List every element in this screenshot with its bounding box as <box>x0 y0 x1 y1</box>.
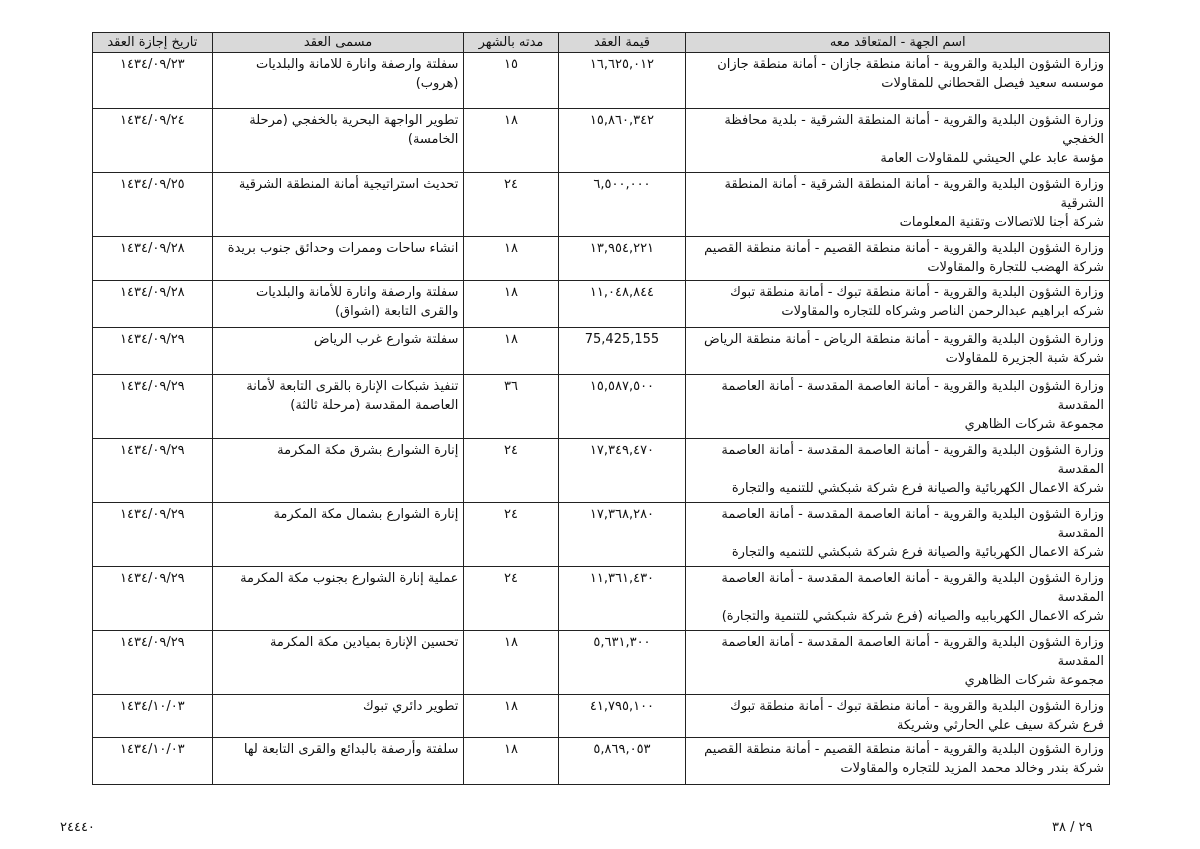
party-line: فرع شركة سيف علي الحارثي وشريكة <box>897 718 1104 733</box>
header-name: مسمى العقد <box>212 33 464 53</box>
cell-name <box>212 328 464 375</box>
table-row <box>93 567 1110 631</box>
cell-name <box>212 173 464 237</box>
cell-value-text: ١٦,٦٢٥,٠١٢ <box>589 57 655 72</box>
cell-duration-text: ١٨ <box>503 332 518 347</box>
cell-date <box>93 237 213 281</box>
party-line: شركة شبة الجزيرة للمقاولات <box>945 351 1104 366</box>
cell-date <box>93 503 213 567</box>
header-duration: مدته بالشهر <box>464 33 558 53</box>
cell-duration-text: ٢٤ <box>503 571 518 586</box>
cell-date-text: ١٤٣٤/٠٩/٢٩ <box>120 443 185 458</box>
party-line: وزارة الشؤون البلدية والقروية - أمانة العاصمة المقدسة - أمانة العاصمة <box>721 571 1104 586</box>
document-number: ٢٤٤٤٠ <box>60 820 95 835</box>
cell-duration <box>464 109 558 173</box>
cell-name <box>212 237 464 281</box>
cell-value <box>558 328 686 375</box>
cell-name-text: تحسين الإنارة بميادين مكة المكرمة <box>269 635 459 650</box>
party-line: شركة الهضب للتجارة والمقاولات <box>927 260 1104 275</box>
cell-date <box>93 328 213 375</box>
cell-duration-text: ٢٤ <box>503 443 518 458</box>
table-header-row <box>93 33 1110 53</box>
cell-name-text: سلفتة وأرصفة بالبدائع والقرى التابعة لها <box>243 742 459 757</box>
cell-duration <box>464 53 558 109</box>
cell-duration <box>464 439 558 503</box>
table-row <box>93 631 1110 695</box>
cell-date <box>93 109 213 173</box>
cell-value <box>558 375 686 439</box>
table-row <box>93 237 1110 281</box>
cell-name <box>212 631 464 695</box>
cell-party <box>686 109 1110 173</box>
cell-value <box>558 503 686 567</box>
cell-party <box>686 503 1110 567</box>
table-row <box>93 53 1110 109</box>
cell-date-text: ١٤٣٤/٠٩/٢٩ <box>120 635 185 650</box>
cell-duration <box>464 375 558 439</box>
cell-value-text: ١٥,٥٨٧,٥٠٠ <box>589 379 655 394</box>
cell-name <box>212 375 464 439</box>
party-line: المقدسة <box>1057 526 1104 541</box>
cell-name <box>212 109 464 173</box>
party-line: الخفجي <box>1062 132 1104 147</box>
cell-value <box>558 738 686 785</box>
table-row <box>93 281 1110 328</box>
cell-date-text: ١٤٣٤/٠٩/٢٨ <box>120 285 185 300</box>
cell-date-text: ١٤٣٤/١٠/٠٣ <box>120 699 185 714</box>
cell-name-text: تطوير الواجهة البحرية بالخفجي (مرحلة الخامسة) <box>249 113 459 147</box>
party-line: وزارة الشؤون البلدية والقروية - أمانة منطقة جازان - أمانة منطقة جازان <box>717 57 1104 72</box>
cell-duration-text: ١٨ <box>503 742 518 757</box>
cell-date <box>93 695 213 738</box>
party-line: الشرقية <box>1060 196 1104 211</box>
cell-date <box>93 439 213 503</box>
party-line: المقدسة <box>1057 654 1104 669</box>
cell-value-text: ٤١,٧٩٥,١٠٠ <box>589 699 655 714</box>
table-row <box>93 375 1110 439</box>
cell-date-text: ١٤٣٤/٠٩/٢٥ <box>120 177 185 192</box>
cell-duration <box>464 738 558 785</box>
cell-date-text: ١٤٣٤/٠٩/٢٩ <box>120 379 185 394</box>
party-line: مجموعة شركات الظاهري <box>964 673 1104 688</box>
cell-value-text: ١١,٣٦١,٤٣٠ <box>589 571 655 586</box>
cell-name <box>212 738 464 785</box>
cell-duration-text: ٢٤ <box>503 507 518 522</box>
cell-date <box>93 567 213 631</box>
party-line: وزارة الشؤون البلدية والقروية - أمانة منطقة تبوك - أمانة منطقة تبوك <box>730 699 1104 714</box>
cell-duration-text: ٣٦ <box>503 379 518 394</box>
party-line: مؤسة عابد علي الحيشي للمقاولات العامة <box>880 151 1104 166</box>
cell-party <box>686 738 1110 785</box>
party-line: وزارة الشؤون البلدية والقروية - أمانة العاصمة المقدسة - أمانة العاصمة <box>721 379 1104 394</box>
cell-name-text: تطوير دائري تبوك <box>363 699 459 714</box>
party-line: شركه الاعمال الكهربابيه والصيانه (فرع شركة شبكشي للتنمية والتجارة) <box>721 609 1104 624</box>
cell-value <box>558 109 686 173</box>
party-line: وزارة الشؤون البلدية والقروية - أمانة المنطقة الشرقية - بلدية محافظة <box>724 113 1104 128</box>
cell-value <box>558 281 686 328</box>
cell-date <box>93 738 213 785</box>
cell-duration <box>464 631 558 695</box>
party-line: وزارة الشؤون البلدية والقروية - أمانة منطقة الرياض - أمانة منطقة الرياض <box>703 332 1104 347</box>
cell-name <box>212 281 464 328</box>
cell-name-text: إنارة الشوارع بشمال مكة المكرمة <box>273 507 459 522</box>
cell-name-text: سفلتة وارصفة وانارة للأمانة والبلديات والقرى التابعة (اشواق) <box>255 285 459 319</box>
cell-value-text: ١٧,٣٤٩,٤٧٠ <box>589 443 655 458</box>
cell-value-text: 75,425,155 <box>584 332 660 347</box>
cell-party <box>686 631 1110 695</box>
party-line: مجموعة شركات الظاهري <box>964 417 1104 432</box>
cell-duration <box>464 173 558 237</box>
party-line: وزارة الشؤون البلدية والقروية - أمانة العاصمة المقدسة - أمانة العاصمة <box>721 635 1104 650</box>
party-line: شركة الاعمال الكهربائية والصيانة فرع شركة شبكشي للتنميه والتجارة <box>731 545 1104 560</box>
party-line: المقدسة <box>1057 398 1104 413</box>
cell-date-text: ١٤٣٤/٠٩/٢٤ <box>120 113 185 128</box>
table-row <box>93 738 1110 785</box>
cell-name-text: انشاء ساحات وممرات وحدائق جنوب بريدة <box>227 241 459 256</box>
header-value: قيمة العقد <box>558 33 686 53</box>
cell-value-text: ٥,٨٦٩,٠٥٣ <box>593 742 651 757</box>
cell-duration <box>464 328 558 375</box>
party-line: شركة أجنا للاتصالات وتقنية المعلومات <box>899 215 1104 230</box>
cell-date <box>93 631 213 695</box>
cell-party <box>686 237 1110 281</box>
table-row <box>93 695 1110 738</box>
cell-name-text: إنارة الشوارع بشرق مكة المكرمة <box>277 443 459 458</box>
cell-party <box>686 375 1110 439</box>
cell-name <box>212 439 464 503</box>
cell-duration <box>464 281 558 328</box>
table-row <box>93 328 1110 375</box>
party-line: وزارة الشؤون البلدية والقروية - أمانة منطقة القصيم - أمانة منطقة القصيم <box>704 742 1104 757</box>
table-row <box>93 109 1110 173</box>
cell-party <box>686 439 1110 503</box>
cell-date-text: ١٤٣٤/٠٩/٢٩ <box>120 507 185 522</box>
cell-value <box>558 439 686 503</box>
cell-name <box>212 567 464 631</box>
cell-value <box>558 173 686 237</box>
party-line: شركه ابراهيم عبدالرحمن الناصر وشركاه للتجاره والمقاولات <box>781 304 1104 319</box>
cell-value <box>558 53 686 109</box>
party-line: شركة الاعمال الكهربائية والصيانة فرع شركة شبكشي للتنميه والتجارة <box>731 481 1104 496</box>
cell-value <box>558 237 686 281</box>
header-party: اسم الجهة - المتعاقد معه <box>686 33 1110 53</box>
cell-duration-text: ١٨ <box>503 699 518 714</box>
cell-duration-text: ١٨ <box>503 241 518 256</box>
cell-date-text: ١٤٣٤/٠٩/٢٨ <box>120 241 185 256</box>
cell-name <box>212 503 464 567</box>
party-line: شركة بندر وخالد محمد المزيد للتجاره والمقاولات <box>840 761 1104 776</box>
party-line: موسسه سعيد فيصل القحطاني للمقاولات <box>881 76 1104 91</box>
party-line: المقدسة <box>1057 462 1104 477</box>
cell-name-text: سفلتة شوارع غرب الرياض <box>313 332 459 347</box>
party-line: وزارة الشؤون البلدية والقروية - أمانة العاصمة المقدسة - أمانة العاصمة <box>721 443 1104 458</box>
cell-party <box>686 281 1110 328</box>
party-line: وزارة الشؤون البلدية والقروية - أمانة منطقة تبوك - أمانة منطقة تبوك <box>730 285 1104 300</box>
cell-duration-text: ٢٤ <box>503 177 518 192</box>
cell-party <box>686 173 1110 237</box>
cell-value <box>558 567 686 631</box>
cell-party <box>686 53 1110 109</box>
cell-date <box>93 281 213 328</box>
cell-name-text: تحديث استراتيجية أمانة المنطقة الشرقية <box>238 177 459 192</box>
cell-name-text: سفلتة وارصفة وانارة للامانة والبلديات (هروب) <box>255 57 459 91</box>
cell-date <box>93 173 213 237</box>
contracts-table <box>92 32 1110 785</box>
cell-date-text: ١٤٣٤/٠٩/٢٩ <box>120 571 185 586</box>
cell-value-text: ١٥,٨٦٠,٣٤٢ <box>589 113 655 128</box>
party-line: وزارة الشؤون البلدية والقروية - أمانة المنطقة الشرقية - أمانة المنطقة <box>724 177 1104 192</box>
cell-duration <box>464 237 558 281</box>
party-line: وزارة الشؤون البلدية والقروية - أمانة منطقة القصيم - أمانة منطقة القصيم <box>704 241 1104 256</box>
table-body <box>93 53 1110 785</box>
cell-duration-text: ١٨ <box>503 285 518 300</box>
cell-name <box>212 695 464 738</box>
cell-party <box>686 328 1110 375</box>
cell-date <box>93 53 213 109</box>
cell-value-text: ٥,٦٣١,٣٠٠ <box>593 635 651 650</box>
cell-value <box>558 631 686 695</box>
cell-party <box>686 567 1110 631</box>
cell-duration <box>464 695 558 738</box>
cell-name <box>212 53 464 109</box>
cell-date <box>93 375 213 439</box>
cell-value-text: ١٧,٣٦٨,٢٨٠ <box>589 507 655 522</box>
cell-value-text: ١١,٠٤٨,٨٤٤ <box>589 285 655 300</box>
cell-name-text: عملية إنارة الشوارع بجنوب مكة المكرمة <box>240 571 459 586</box>
page-number: ٢٩ / ٣٨ <box>1052 820 1093 835</box>
cell-duration-text: ١٨ <box>503 635 518 650</box>
cell-date-text: ١٤٣٤/٠٩/٢٩ <box>120 332 185 347</box>
cell-value-text: ٦,٥٠٠,٠٠٠ <box>593 177 651 192</box>
party-line: المقدسة <box>1057 590 1104 605</box>
table-row <box>93 439 1110 503</box>
header-date: تاريخ إجازة العقد <box>93 33 213 53</box>
party-line: وزارة الشؤون البلدية والقروية - أمانة العاصمة المقدسة - أمانة العاصمة <box>721 507 1104 522</box>
cell-date-text: ١٤٣٤/٠٩/٢٣ <box>120 57 185 72</box>
cell-name-text: تنفيذ شبكات الإنارة بالقرى التابعة لأمانة العاصمة المقدسة (مرحلة ثالثة) <box>246 379 459 413</box>
table-row <box>93 173 1110 237</box>
table-row <box>93 503 1110 567</box>
cell-duration-text: ١٥ <box>503 57 518 72</box>
cell-duration <box>464 503 558 567</box>
cell-duration-text: ١٨ <box>503 113 518 128</box>
cell-duration <box>464 567 558 631</box>
cell-party <box>686 695 1110 738</box>
cell-date-text: ١٤٣٤/١٠/٠٣ <box>120 742 185 757</box>
cell-value <box>558 695 686 738</box>
cell-value-text: ١٣,٩٥٤,٢٢١ <box>589 241 655 256</box>
